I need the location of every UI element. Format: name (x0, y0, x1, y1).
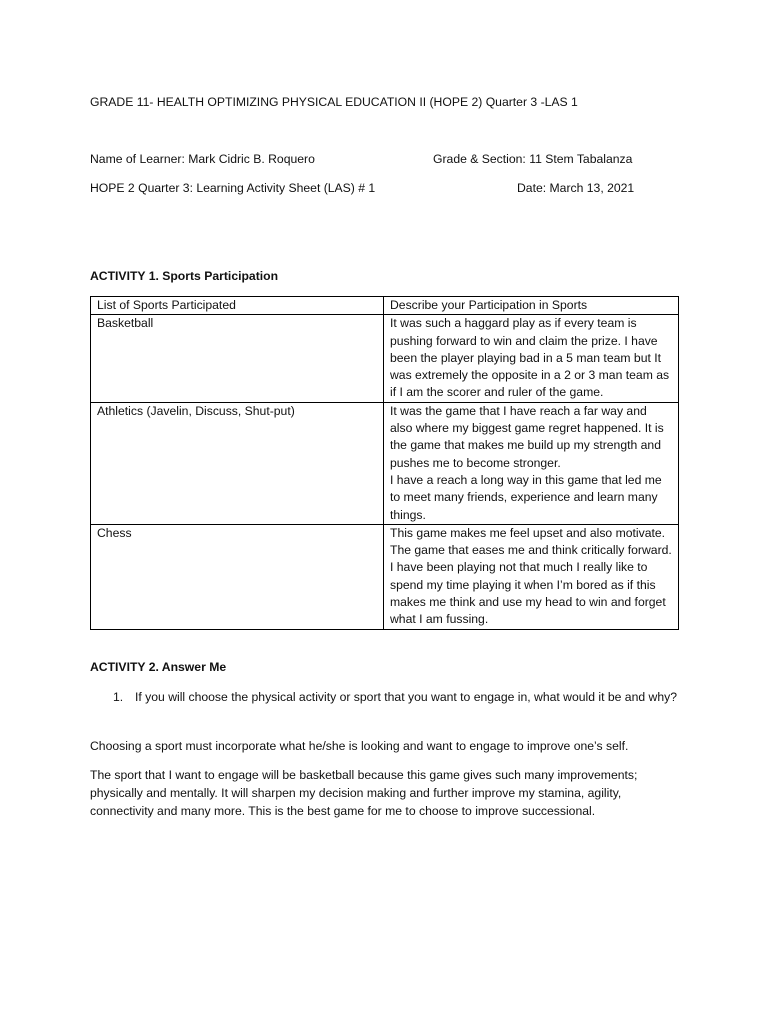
document-title: GRADE 11- HEALTH OPTIMIZING PHYSICAL EDUCATION II (HOPE 2) Quarter 3 -LAS 1 (90, 95, 578, 109)
question-text: If you will choose the physical activity or sport that you want to engage in, what would it be and why? (135, 690, 677, 704)
date-label: Date: March 13, 2021 (517, 181, 635, 195)
question-number: 1. (113, 690, 124, 704)
description-paragraph: It was the game that I have reach a far way and also where my biggest game regret happened. It is the game that makes me build up my strength and pushes me to become stronger. (390, 403, 664, 470)
learner-name: Name of Learner: Mark Cidric B. Roquero (90, 152, 315, 166)
table-header-description: Describe your Participation in Sports (384, 297, 679, 315)
sport-cell: Basketball (91, 315, 384, 402)
table-row (91, 524, 679, 629)
answer-paragraph-1: Choosing a sport must incorporate what he/she is looking and want to engage to improve one’s self. (90, 739, 629, 753)
table-header-sports: List of Sports Participated (91, 297, 384, 315)
table-row (91, 402, 679, 524)
grade-section: Grade & Section: 11 Stem Tabalanza (433, 152, 633, 166)
activity2-heading: ACTIVITY 2. Answer Me (90, 660, 227, 674)
table-row (91, 315, 679, 402)
answer-paragraph-2: The sport that I want to engage will be basketball because this game gives such many improvements; physically and mentally. It will sharpen my decision making and further improve my stamina, agility, connectivity and many more. This is the best game for me to choose to improve successional. (90, 768, 638, 818)
table-header-row (91, 297, 679, 315)
description-cell: It was such a haggard play as if every team is pushing forward to win and claim the prize. I have been the player playing bad in a 5 man team but It was extremely the opposite in a 2 or 3 man team as if I am the scorer and ruler of the game. (384, 315, 679, 402)
description-cell: This game makes me feel upset and also motivate. The game that eases me and think critically forward. I have been playing not that much I really like to spend my time playing it when I’m bored as if this makes me think and use my head to win and forget what I am fussing. (384, 524, 679, 629)
sport-cell: Athletics (Javelin, Discuss, Shut-put) (91, 402, 384, 524)
sports-table (90, 296, 679, 630)
las-label: HOPE 2 Quarter 3: Learning Activity Sheet (LAS) # 1 (90, 181, 376, 195)
description-paragraph: I have a reach a long way in this game that led me to meet many friends, experience and learn many things. (390, 472, 662, 522)
activity1-heading: ACTIVITY 1. Sports Participation (90, 269, 279, 283)
description-cell (384, 402, 679, 524)
sport-cell: Chess (91, 524, 384, 629)
